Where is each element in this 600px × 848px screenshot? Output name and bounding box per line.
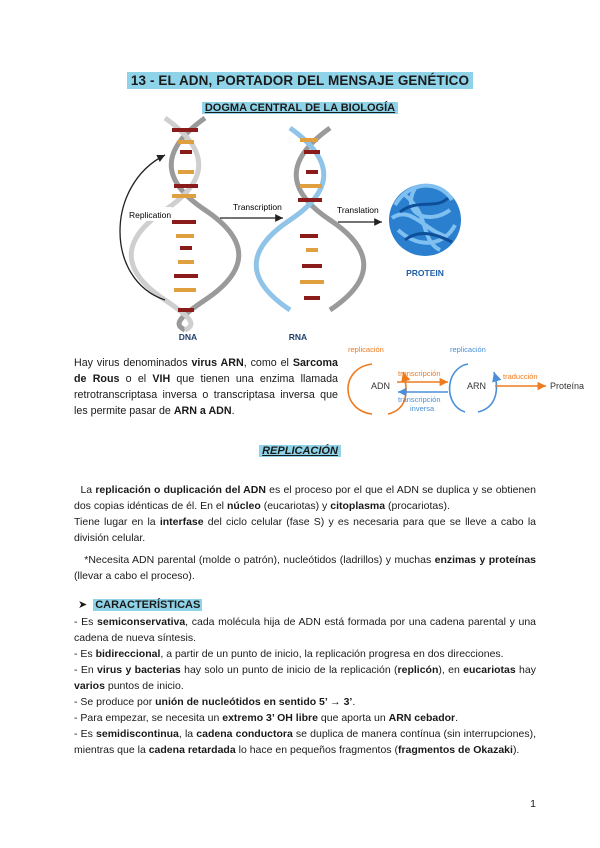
text: ), en [438,664,464,676]
list-item [74,662,536,694]
dogma-diagram [348,345,584,414]
text: (llevar a cabo el proceso). [74,570,195,582]
transcription-label: Transcription [233,202,282,212]
text: lo hace en pequeños fragmentos ( [235,744,398,756]
text: que tienen una enzima llamada retrotranscriptasa inversa o transcriptasa inversa que les permite pasar de [74,373,338,417]
adn-loop-left [348,364,372,414]
text: , a partir de un punto de inicio, la replicación progresa en dos direcciones. [160,648,504,660]
text: La [80,484,96,496]
page-number: 1 [530,798,536,810]
adn-replicacion-label: replicación [348,345,384,354]
bold-text: cadena conductora [196,728,293,740]
bold-text: semiconservativa [97,616,186,628]
text: - Para empezar, se necesita un [74,712,223,724]
text: hay solo un punto de inicio de la replicación ( [180,664,398,676]
bold-text: bidireccional [95,648,161,660]
replicacion-paragraph-1 [74,482,536,514]
text: (procariotas). [385,500,450,512]
text: - Es [74,648,96,660]
text: que aporta un [317,712,389,724]
transcripcion-inversa-label-2: inversa [410,404,435,413]
text: - Es [74,616,98,628]
bold-text: replicón [397,664,439,676]
bold-text: extremo 3’ OH libre [222,712,318,724]
protein-blob [389,184,461,256]
text: Hay virus denominados [74,357,192,369]
text: - Se produce por [74,696,156,708]
list-item [74,614,536,646]
text: , la [178,728,197,740]
caracteristicas-list [74,614,536,758]
proteina-node: Proteína [550,381,585,391]
text: del ciclo celular (fase S) y es necesaria para que se lleve a cabo la división celular. [74,516,536,544]
dna-helix [131,118,239,330]
caracteristicas-heading-wrap [78,598,202,611]
list-item [74,694,536,710]
bold-text: VIH [152,373,171,385]
adn-node: ADN [371,381,391,391]
bold-text: fragmentos de Okazaki [397,744,513,756]
text: se duplica de manera contínua (sin interrupciones), mientras que la [74,728,536,756]
adn-loop-right [388,372,406,414]
replicacion-heading: REPLICACIÓN [259,445,341,457]
text: es el proceso por el que el ADN se duplica y se obtienen dos copias idénticas de él. En el [74,484,536,512]
bold-text: núcleo [226,500,261,512]
virus-paragraph [74,355,338,419]
page-title: 13 - EL ADN, PORTADOR DEL MENSAJE GENÉTICO [127,72,473,89]
bold-text: semidiscontinua [96,728,179,740]
text: , como el [243,357,293,369]
bold-text: cadena retardada [148,744,236,756]
bold-text: unión de nucleótidos en sentido 5’ → 3’ [155,696,353,708]
arn-node: ARN [467,381,487,391]
list-item [74,646,536,662]
rna-helix [256,128,364,310]
text: ). [512,744,520,756]
bold-text: ARN cebador [388,712,456,724]
text: . [455,712,459,724]
replication-label: Replication [129,210,172,220]
traduccion-label: traducción [503,372,538,381]
text: Tiene lugar en la [74,516,160,528]
bold-text: virus ARN [191,357,244,369]
bold-text: interfase [159,516,204,528]
list-item [74,710,536,726]
text: . [352,696,356,708]
text: *Necesita ADN parental (molde o patrón), nucleótidos (ladrillos) y muchas [84,554,435,566]
bold-text: citoplasma [330,500,386,512]
bold-text: virus y bacterias [97,664,181,676]
translation-label: Translation [337,205,379,215]
text: - En [74,664,98,676]
page-subtitle: DOGMA CENTRAL DE LA BIOLOGÍA [202,102,398,114]
bold-text: varios [74,680,105,692]
arn-replicacion-label: replicación [450,345,486,354]
bold-text: ARN a ADN [173,405,232,417]
arrow-bullet-icon: ➤ [78,599,88,611]
text: (eucariotas) y [260,500,331,512]
caracteristicas-heading: CARACTERÍSTICAS [95,599,201,611]
bold-text: enzimas y proteínas [434,554,536,566]
rna-label: RNA [288,332,308,342]
replicacion-paragraph-3 [74,552,536,584]
list-item [74,726,536,758]
replicacion-paragraph-2 [74,514,536,546]
transcripcion-label: transcripción [398,369,441,378]
arn-loop-right [478,372,496,412]
transcripcion-inversa-label-1: transcripción [398,395,441,404]
text: - Es [74,728,97,740]
dna-label: DNA [178,332,198,342]
arn-loop-left [450,364,468,412]
text: hay [515,664,536,676]
bold-text: Sarcoma de Rous [74,357,338,385]
replicacion-heading-wrap [0,441,600,459]
text: o el [119,373,153,385]
bold-text: replicación o duplicación del ADN [95,484,266,496]
text: puntos de inicio. [104,680,184,692]
text: . [231,405,235,417]
protein-label: PROTEIN [406,268,444,278]
text: , cada molécula hija de ADN está formada por una cadena parental y una cadena de nueva síntesis. [74,616,536,644]
bold-text: eucariotas [463,664,516,676]
